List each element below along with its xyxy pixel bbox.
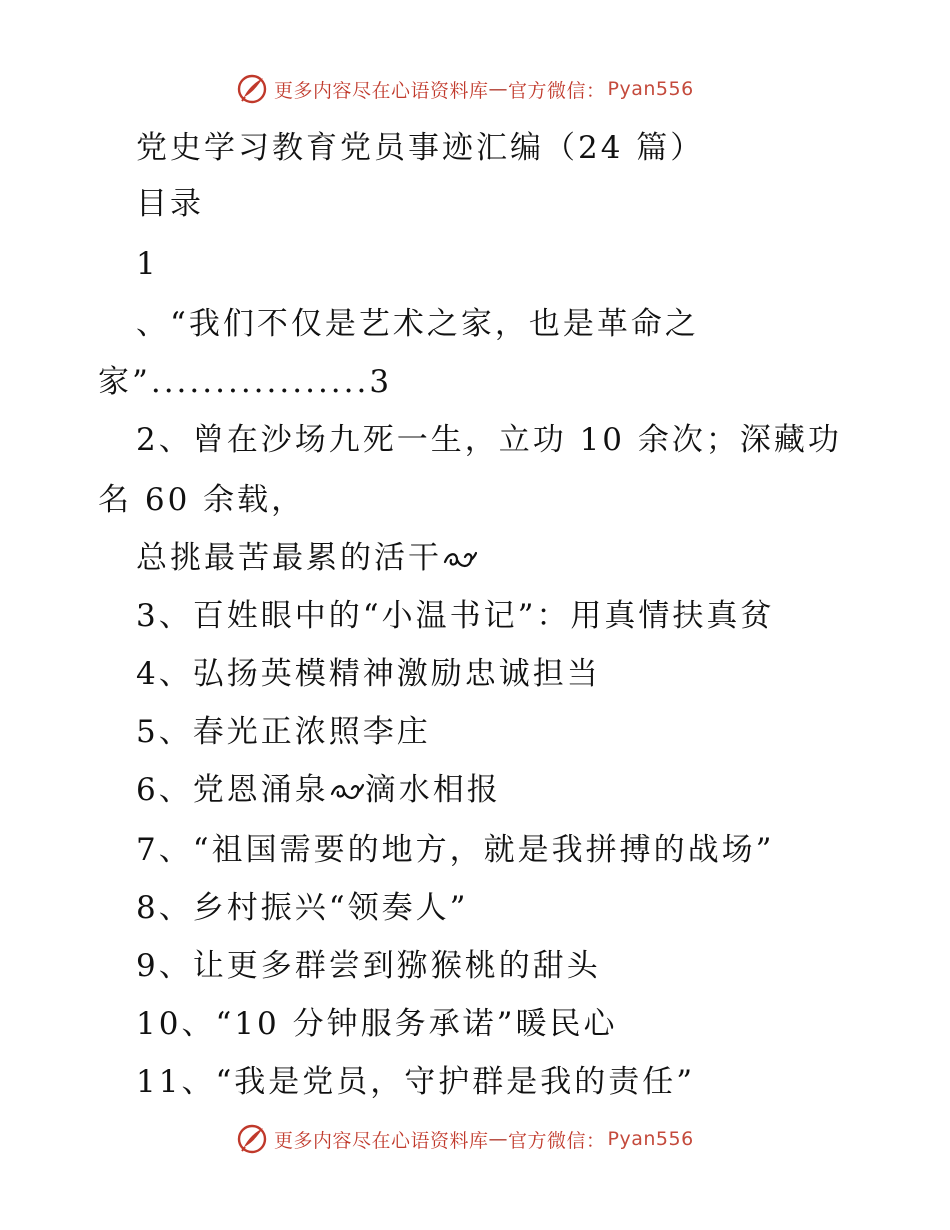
toc-line-7: 7、“祖国需要的地方，就是我拼搏的战场” <box>136 832 775 868</box>
toc-line-1-title: 、“我们不仅是艺术之家，也是革命之 <box>136 306 699 342</box>
toc-line-5: 5、春光正浓照李庄 <box>136 714 431 750</box>
toc-line-4: 4、弘扬英模精神激励忠诚担当 <box>136 656 601 692</box>
toc-line-9: 9、让更多群尝到猕猴桃的甜头 <box>136 948 601 984</box>
toc-line-6-text-a: 6、党恩涌泉 <box>136 772 329 808</box>
toc-heading: 目录 <box>136 186 204 222</box>
toc-line-2-subtitle-text: 总挑最苦最累的活干 <box>136 540 442 576</box>
footer-watermark <box>236 1122 694 1156</box>
watermark-contact-id: Pyan556 <box>607 1128 694 1150</box>
watermark-text: 更多内容尽在心语资料库 <box>274 79 489 102</box>
feather-pen-circle-icon <box>236 73 268 105</box>
toc-line-3: 3、百姓眼中的“小温书记”：用真情扶真贫 <box>136 598 775 634</box>
toc-line-2-continuation: 名 60 余载， <box>98 482 306 518</box>
toc-line-6-text-b: 滴水相报 <box>364 772 501 808</box>
toc-line-8: 8、乡村振兴“领奏人” <box>136 890 469 926</box>
toc-line-2-subtitle <box>136 538 478 578</box>
flourish-ornament-icon <box>443 548 477 570</box>
header-watermark <box>236 72 694 106</box>
watermark-contact-label: 官方微信： <box>508 79 606 102</box>
watermark-contact-label: 官方微信： <box>508 1129 606 1152</box>
flourish-ornament-icon <box>330 780 364 802</box>
toc-line-2-title: 2、曾在沙场九死一生，立功 10 余次；深藏功 <box>136 422 842 458</box>
toc-line-1-number: 1 <box>136 246 159 282</box>
feather-pen-circle-icon <box>236 1123 268 1155</box>
toc-line-6 <box>136 770 501 810</box>
toc-line-11: 11、“我是党员，守护群是我的责任” <box>136 1064 696 1100</box>
document-title: 党史学习教育党员事迹汇编（24 篇） <box>136 130 705 166</box>
toc-line-10: 10、“10 分钟服务承诺”暖民心 <box>136 1006 618 1042</box>
toc-line-1-continuation: 家”.................3 <box>98 364 393 400</box>
watermark-separator: — <box>488 1128 509 1150</box>
watermark-contact-id: Pyan556 <box>607 78 694 100</box>
watermark-text: 更多内容尽在心语资料库 <box>274 1129 489 1152</box>
watermark-separator: — <box>488 78 509 100</box>
